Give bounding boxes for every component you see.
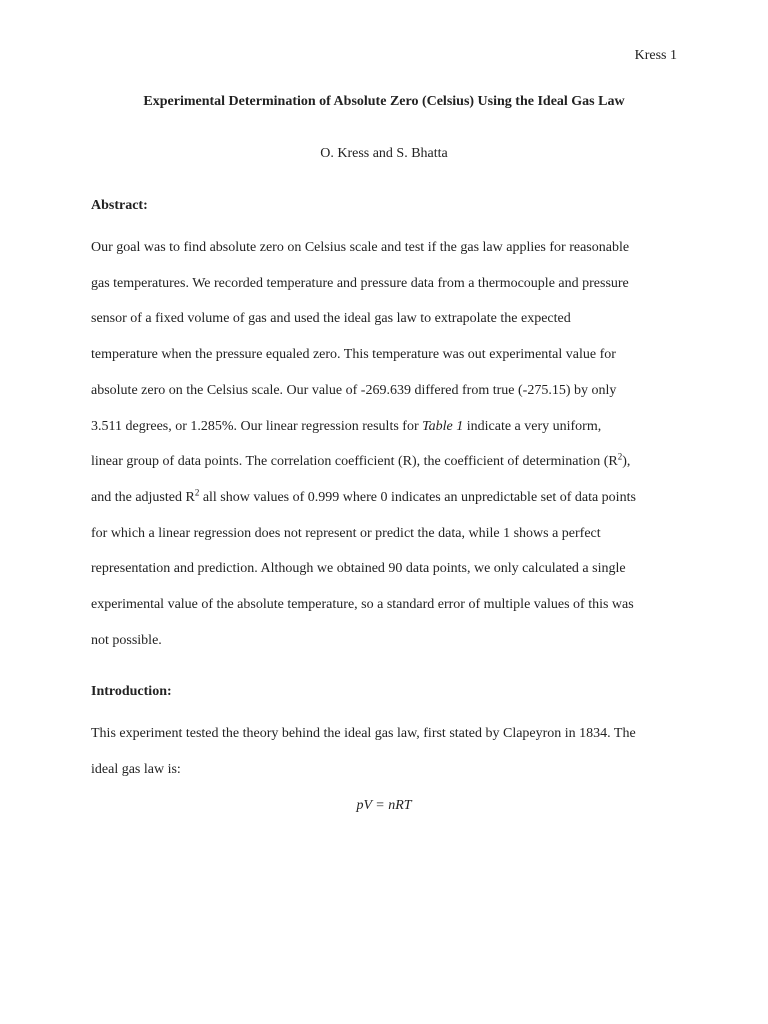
abstract-line: sensor of a fixed volume of gas and used the ideal gas law to extrapolate the expected [91, 311, 571, 327]
superscript: 2 [194, 487, 200, 498]
abstract-line: experimental value of the absolute temperature, so a standard error of multiple values of this was [91, 597, 634, 613]
abstract-line: Our goal was to find absolute zero on Celsius scale and test if the gas law applies for reasonable [91, 240, 630, 255]
abstract-line-text: ), [622, 454, 631, 470]
abstract-line-text: 3.511 degrees, or 1.285%. Our linear regression results for [91, 418, 423, 434]
introduction-line: This experiment tested the theory behind the ideal gas law, first stated by Clapeyron in 1834. The [91, 726, 636, 741]
paper-authors: O. Kress and S. Bhatta [320, 146, 448, 161]
introduction-heading: Introduction: [91, 684, 172, 699]
abstract-paragraph [91, 230, 691, 658]
abstract-line: absolute zero on the Celsius scale. Our value of -269.639 differed from true (-275.15) by only [91, 382, 617, 398]
table-reference: Table 1 [422, 418, 464, 434]
abstract-line [91, 480, 691, 516]
superscript: 2 [617, 451, 623, 462]
abstract-line: not possible. [91, 632, 162, 648]
abstract-line: temperature when the pressure equaled zero. This temperature was out experimental value for [91, 347, 616, 363]
ideal-gas-equation: pV = nRT [356, 798, 412, 813]
abstract-line-text: and the adjusted R [91, 489, 195, 505]
abstract-line-text: linear group of data points. The correlation coefficient (R), the coefficient of determination (R [91, 454, 618, 470]
abstract-line: representation and prediction. Although we obtained 90 data points, we only calculated a single [91, 561, 626, 577]
paper-title: Experimental Determination of Absolute Zero (Celsius) Using the Ideal Gas Law [143, 94, 625, 109]
introduction-line: ideal gas law is: [91, 761, 181, 777]
running-head: Kress 1 [634, 48, 677, 63]
abstract-line: gas temperatures. We recorded temperature and pressure data from a thermocouple and pressure [91, 275, 629, 291]
introduction-paragraph [91, 716, 691, 787]
abstract-heading: Abstract: [91, 198, 148, 213]
abstract-line: for which a linear regression does not represent or predict the data, while 1 shows a perfect [91, 525, 601, 541]
abstract-line [91, 409, 691, 445]
abstract-line-text: indicate a very uniform, [463, 418, 602, 434]
abstract-line [91, 444, 691, 480]
abstract-line-text: all show values of 0.999 where 0 indicates an unpredictable set of data points [199, 489, 636, 505]
